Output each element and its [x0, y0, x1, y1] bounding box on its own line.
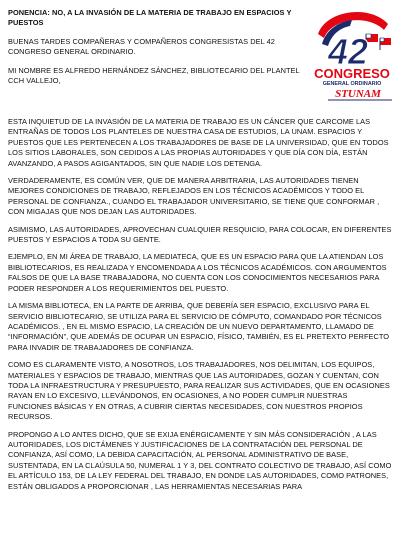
document-title: PONENCIA: NO, A LA INVASIÓN DE LA MATERIA DE TRABAJO EN ESPACIOS Y PUESTOS: [8, 8, 292, 28]
document-header: [8, 8, 304, 94]
body-paragraph: ASIMISMO, LAS AUTORIDADES, APROVECHAN CUALQUIER RESQUICIO, PARA COLOCAR, EN DIFERENTES PUESTOS Y ESPACIOS A TODA SU GENTE.: [8, 224, 392, 245]
body-paragraph: ESTA INQUIETUD DE LA INVASIÓN DE LA MATERIA DE TRABAJO ES UN CÁNCER QUE CARCOME LAS ENTRAÑAS DE TODOS LOS PLANTELES DE NUESTRA CASA DE ESTUDIOS, LA UNAM. ESPACIOS Y PUESTOS QUE LES PERTENECEN A LOS TRABAJADORES DE BASE DE LA UNIVERSIDAD, QUE EN TODOS LOS SITIOS LABORALES, SON CEDIDOS A LAS PROPIAS AUTORIDADES Y QUE DÍA CON DÍA, ESTÁN AVANZANDO, A PASOS AGIGANTADOS, SIN QUE NADIE LOS DETENGA.: [8, 117, 389, 168]
logo-union: STUNAM: [335, 88, 381, 100]
body-paragraph: COMO ES CLARAMENTE VISTO, A NOSOTROS, LOS TRABAJADORES, NOS DELIMITAN, LOS EQUIPOS, MATERIALES Y ESPACIOS DE TRABAJO, MIENTRAS QUE LAS AUTORIDADES, GOZAN Y CUENTAN, CON TODA LA INFRAESTRUCTURA Y PRESUPUESTO, PARA REALIZAR SUS ACTIVIDADES, QUE EN OCASIONES RAYAN EN LO EXCESIVO, LLEVÁNDONOS, EN OCASIONES, A NO PODER CUMPLIR NUESTRAS FUNCIONES BÁSICAS Y EN OTRAS, A CUBRIR CIERTAS NECESIDADES, CON NUESTROS PROPIOS RECURSOS.: [8, 360, 390, 422]
logo-word-congreso: CONGRESO: [314, 66, 390, 81]
flag-icon: [380, 38, 391, 50]
congreso-logo: [308, 4, 396, 104]
logo-word-general: GENERAL ORDINARIO: [322, 81, 382, 87]
logo-number: 42: [327, 31, 369, 72]
document-body: [8, 117, 392, 499]
body-paragraph: EJEMPLO, EN MI ÁREA DE TRABAJO, LA MEDIATECA, QUE ES UN ESPACIO PARA QUE LA ATIENDAN LOS BIBLIOTECARIOS, ES REALIZADA Y ENCOMENDADA A LOS TÉCNICOS ACADÉMICOS. CON ARGUMENTOS FALSOS DE QUE LA BASE TRABAJADORA, NO CUENTA CON LOS CONOCIMIENTOS NECESARIOS PARA PODER RESPONDER A LOS REQUERIMIENTOS DEL PUESTO.: [8, 252, 387, 293]
intro-paragraph: MI NOMBRE ES ALFREDO HERNÁNDEZ SÁNCHEZ, BIBLIOTECARIO DEL PLANTEL CCH VALLEJO,: [8, 65, 300, 86]
greeting-paragraph: BUENAS TARDES COMPAÑERAS Y COMPAÑEROS CONGRESISTAS DEL 42 CONGRESO GENERAL ORDINARIO.: [8, 36, 275, 57]
body-paragraph: VERDADERAMENTE, ES COMÚN VER, QUE DE MANERA ARBITRARIA, LAS AUTORIDADES TIENEN MEJORES CONDICIONES DE TRABAJO, REFLEJADOS EN LOS TÉCNICOS ACADÉMICOS Y TODO EL PERSONAL DE CONFIANZA., CUANDO EL TRABAJADOR UNIVERSITARIO, SE TIENE QUE CONFORMAR , CON MIGAJAS QUE NOS DEJAN LAS AUTORIDADES.: [8, 176, 380, 217]
body-paragraph: LA MISMA BIBLIOTECA, EN LA PARTE DE ARRIBA, QUE DEBERÍA SER ESPACIO, EXCLUSIVO PARA EL SERVICIO BIBLIOTECARIO, SE UTILIZA PARA EL SERVICIO DE CÓMPUTO, COMANDADO POR TÉCNICOS ACADÉMICOS. , EN EL MISMO ESPACIO, LA CREACIÓN DE UN NUEVO DEPARTAMENTO, LLAMADO DE “INFORMACIÓN”, QUE ADEMÁS DE OCUPAR UN ESPACIO, FÍSICO, TAMBIÉN, ES EL PRETEXTO PERFECTO PARA INVADIR DE TRABAJADORES DE CONFIANZA.: [8, 301, 390, 352]
body-paragraph: PROPONGO A LO ANTES DICHO, QUE SE EXIJA ENÉRGICAMENTE Y SIN MÁS CONSIDERACIÓN , A LAS AUTORIDADES, LOS DICTÁMENES Y JUSTIFICACIONES DE LA CONTRATACIÓN DEL PERSONAL DE CONFIANZA, ASÍ COMO, LA DEBIDA CAPACITACIÓN, AL PERSONAL ADMINISTRATIVO DE BASE, SUSTENTADA, EN LA CLAÚSULA 50, NUMERAL 1 Y 3, DEL CONTRATO COLECTIVO DE TRABAJO, ASÍ COMO EL ARTÍCULO 153, DE LA LEY FEDERAL DEL TRABAJO, EN DONDE LAS AUTORIDADES, COMO PATRONES, ESTÁN OBLIGADOS A PROPORCIONAR , LAS HERRAMIENTAS NECESARIAS PARA: [8, 429, 392, 491]
congreso-logo-graphic: [308, 4, 396, 104]
